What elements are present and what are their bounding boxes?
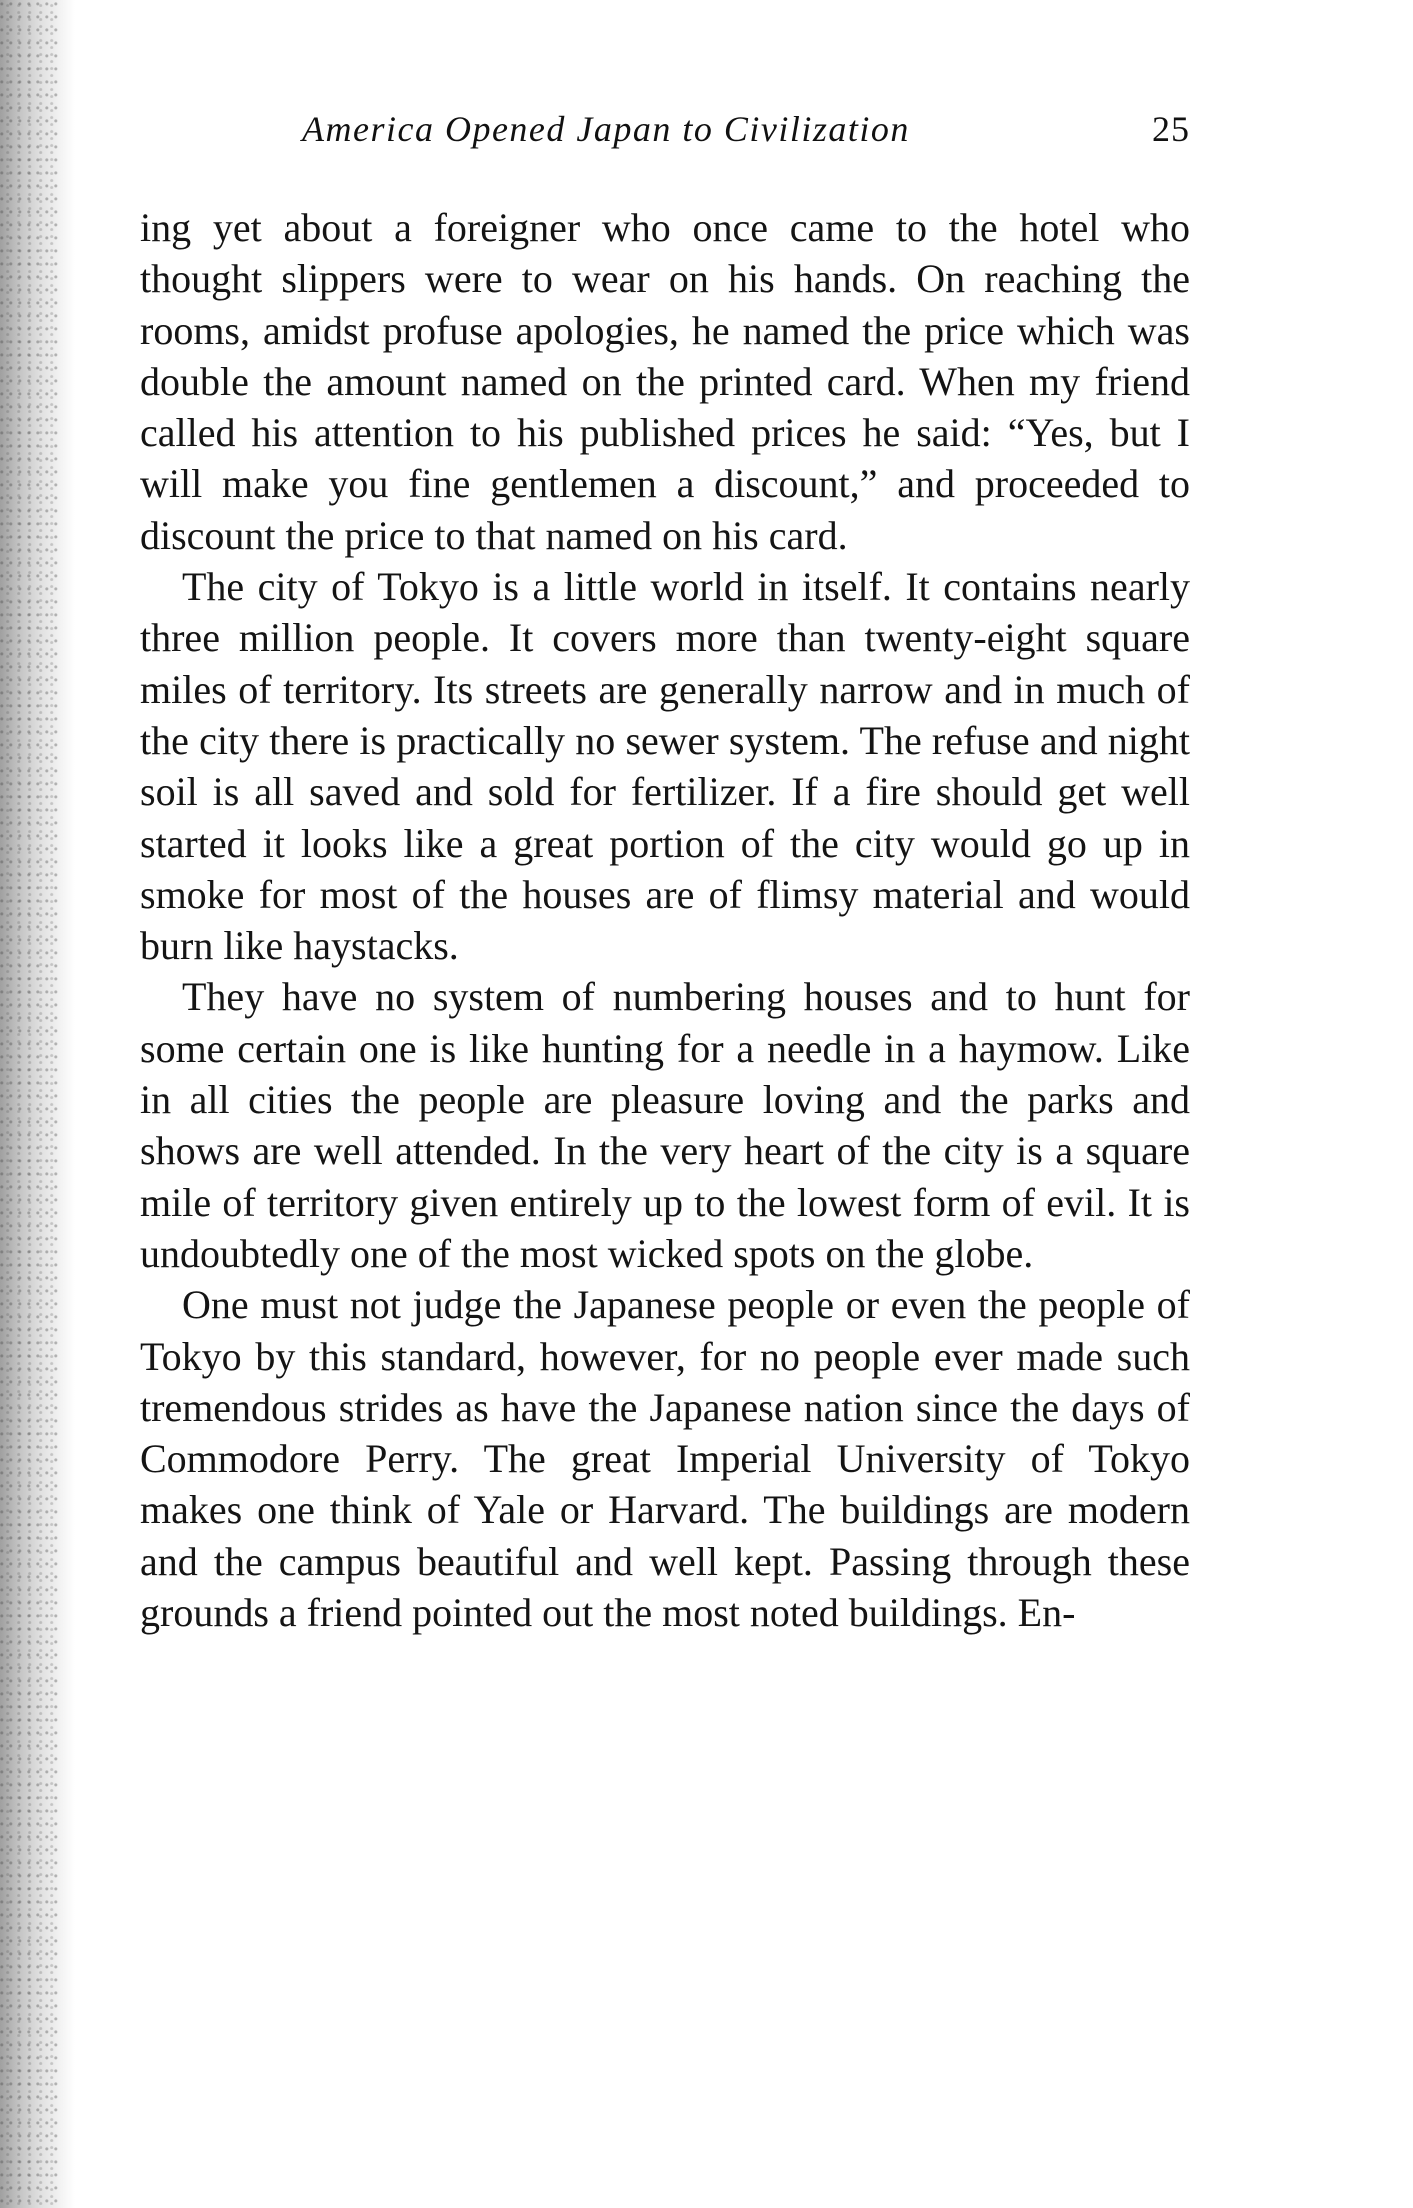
running-header — [140, 108, 1190, 164]
paragraph-continued: ing yet about a foreigner who once came to the hotel who thought slippers were to wear on his hands. On reaching the rooms, amidst profuse apologies, he named the price which was double the amount named on the printed card. When my friend called his attention to his published prices he said: “Yes, but I will make you fine gentlemen a discount,” and proceeded to discount the price to that named on his card. — [140, 205, 1190, 558]
paragraph-tokyo-city: The city of Tokyo is a little world in itself. It contains nearly three million people. It covers more than twenty-eight square miles of territory. Its streets are generally narrow and in much of the city there is practically no sewer system. The refuse and night soil is all saved and sold for fertilizer. If a fire should get well started it looks like a great portion of the city would go up in smoke for most of the houses are of flimsy material and would burn like haystacks. — [140, 564, 1190, 969]
paragraph-house-numbering: They have no system of numbering houses and to hunt for some certain one is like hunting for a needle in a haymow. Like in all cities the people are pleasure loving and the parks and shows are well attended. In the very heart of the city is a square mile of territory given entirely up to the lowest form of evil. It is undoubtedly one of the most wicked spots on the globe. — [140, 974, 1190, 1276]
binding-gutter-texture — [0, 0, 60, 2208]
running-title: America Opened Japan to Civilization — [302, 109, 910, 149]
paragraph-japanese-progress: One must not judge the Japanese people or even the people of Tokyo by this standard, however, for no people ever made such tremendous strides as have the Japanese nation since the days of Commodore Perry. The great Imperial University of Tokyo makes one think of Yale or Harvard. The buildings are modern and the campus beautiful and well kept. Passing through these grounds a friend pointed out the most noted buildings. En- — [140, 1282, 1190, 1636]
body-text — [140, 202, 1190, 1638]
page-number: 25 — [1152, 109, 1190, 149]
